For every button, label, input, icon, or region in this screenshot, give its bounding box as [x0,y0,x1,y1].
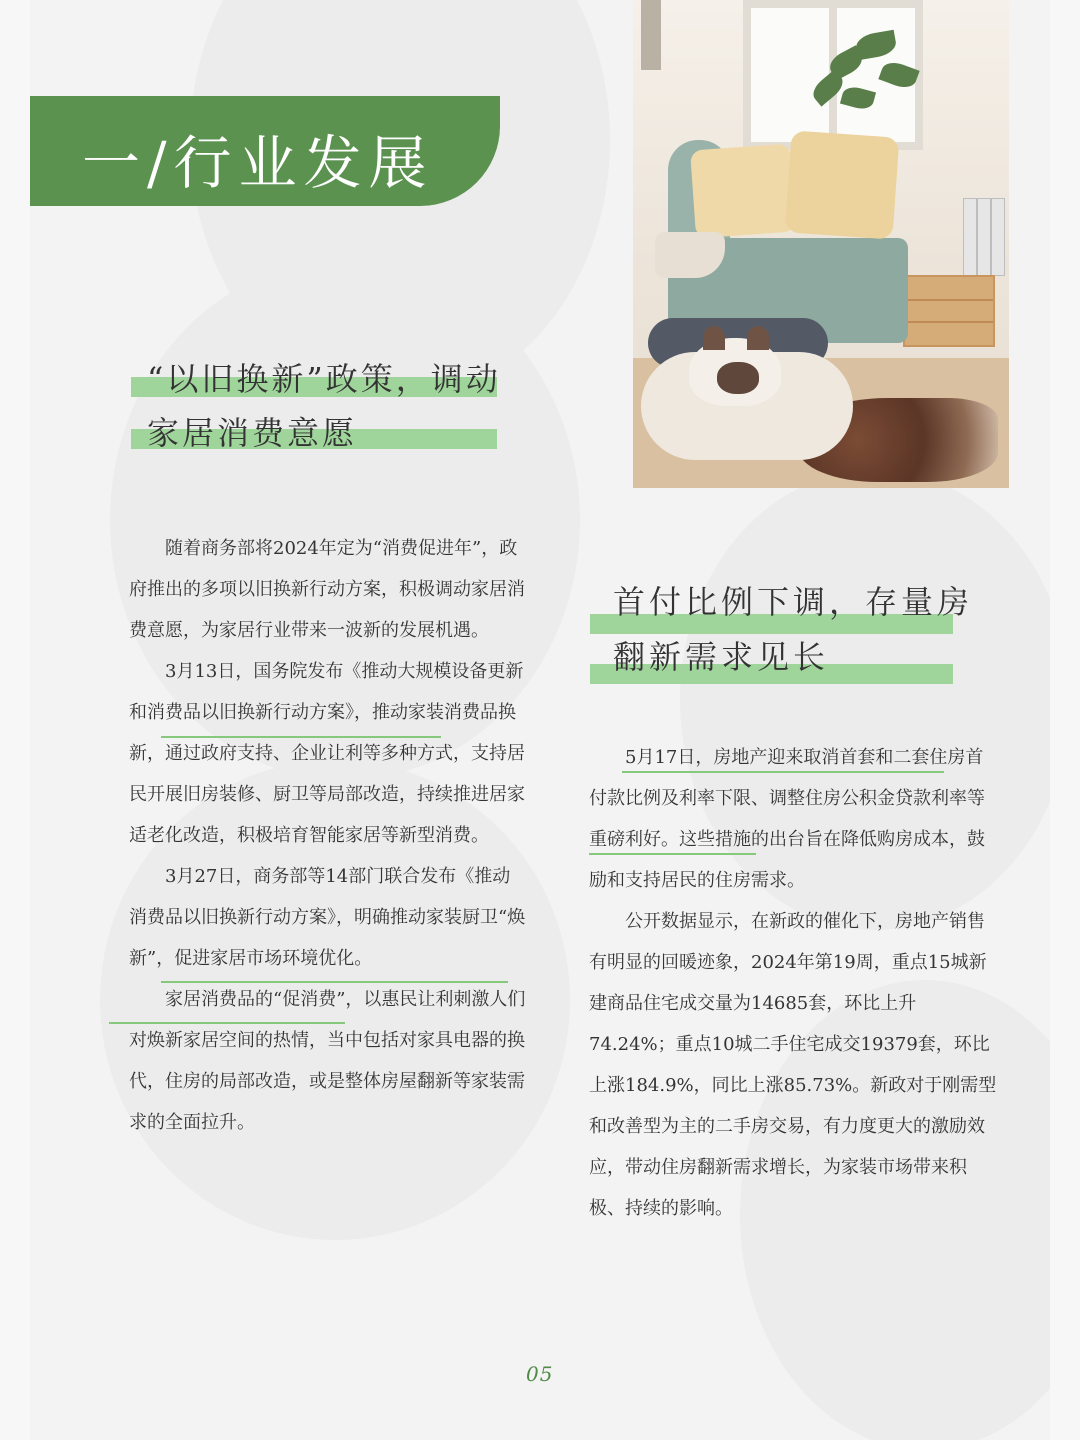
dog-ear [747,326,769,350]
cushion [785,130,900,239]
drawer-divider [905,299,993,301]
left-subheading: “以旧换新”政策，调动家居消费意愿 [147,360,501,452]
right-body [589,737,1000,1229]
book [963,198,977,276]
book [977,198,991,276]
page [30,0,1050,1440]
dog-face [717,362,759,394]
left-body [129,528,526,1143]
paragraph: 3月13日，国务院发布《推动大规模设备更新和消费品以旧换新行动方案》，推动家装消费品换新，通过政府支持、企业让利等多种方式，支持居民开展旧房装修、厨卫等局部改造，持续推进居家适老化改造，积极培育智能家居等新型消费。 [129,661,525,846]
paragraph: 家居消费品的“促消费”，以惠民让利刺激人们对焕新家居空间的热情，当中包括对家具电器的换代，住房的局部改造，或是整体房屋翻新等家装需求的全面拉升。 [129,989,526,1133]
dog-ear [703,326,725,350]
book [991,198,1005,276]
paragraph: 公开数据显示，在新政的催化下，房地产销售有明显的回暖迹象，2024年第19周，重点15城新建商品住宅成交量为14685套，环比上升74.24%；重点10城二手住宅成交19379套，环比上涨184.9%，同比上涨85.73%。新政对于刚需型和改善型为主的二手房交易，有力度更大的激励效应，带动住房翻新需求增长，为家装市场带来积极、持续的影响。 [589,911,997,1219]
section-title: 一/行业发展 [82,129,434,197]
right-subheading: 首付比例下调，存量房翻新需求见长 [613,583,974,676]
dog [689,338,781,406]
drawer-divider [905,321,993,323]
page-number: 05 [526,1362,554,1386]
paragraph: 随着商务部将2024年定为“消费促进年”，政府推出的多项以旧换新行动方案，积极调动家居消费意愿，为家居行业带来一波新的发展机遇。 [129,538,525,641]
paragraph: 5月17日，房地产迎来取消首套和二套住房首付款比例及利率下限、调整住房公积金贷款利率等重磅利好。这些措施的出台旨在降低购房成本，鼓励和支持居民的住房需求。 [589,747,985,891]
section-title-band [30,96,500,206]
paragraph: 3月27日，商务部等14部门联合发布《推动消费品以旧换新行动方案》，明确推动家装厨卫“焕新”，促进家居市场环境优化。 [129,866,526,969]
cushion [690,144,796,239]
living-room-photo [633,0,1009,488]
wooden-drawer-unit [903,275,995,347]
wall-frame [641,0,661,70]
